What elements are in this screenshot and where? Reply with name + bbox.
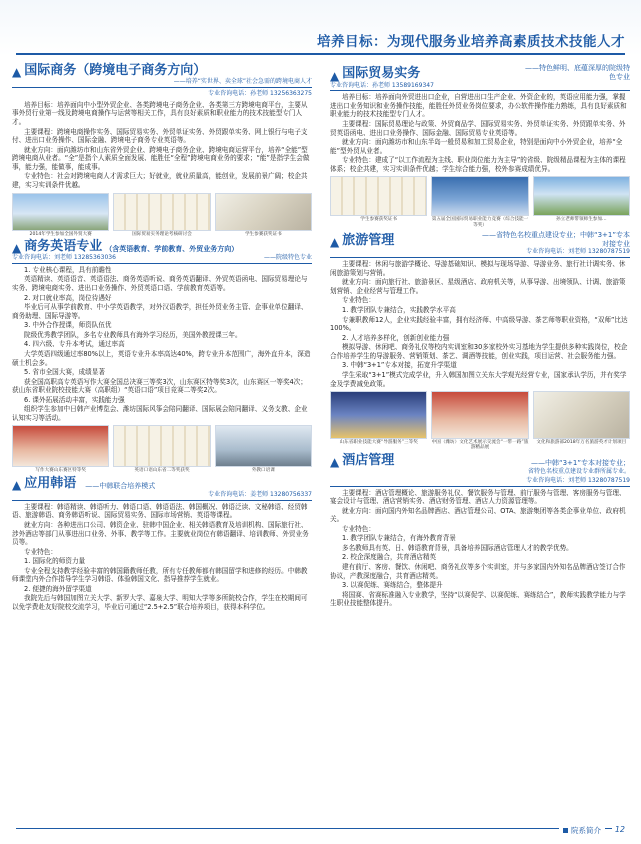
header-rule: [16, 53, 625, 55]
paragraph: 4. 四六级、专升本考试，通过率高: [24, 340, 125, 349]
photo-caption: 英语口语山东省二等奖获奖: [134, 468, 190, 474]
section-name: 商务英语专业: [24, 238, 103, 254]
paragraph: 1. 专业核心课程，具有前瞻性: [24, 265, 112, 274]
paragraph: 就业方向：面向潍坊市和山东半岛一般贸易和加工贸易企业，特别是面向中小外贸企业，培养“全能”型外贸从业者。: [330, 138, 623, 155]
photo-caption: 第五届全国国际贸易职业能力竞赛（综合技能一等奖）: [431, 217, 529, 228]
section-trade: [330, 64, 630, 228]
section-tagline: ——中韩联合培养模式: [85, 481, 156, 490]
paragraph: 主要课程：国际贸易理论与政策、外贸商品学、国际贸易实务、外贸单证实务、外贸跟单实务、外贸英语函电、进出口业务操作、国际金融、国际贸易专业英语等。: [330, 119, 626, 137]
paragraph: 3. 中韩“3+1”专本对接，拓宽升学渠道: [342, 361, 457, 370]
photo-image: [533, 391, 630, 439]
paragraph: 获全国高职高专英语写作大赛全国总决赛三等奖3次，山东赛区特等奖3次，山东赛区一等奖4次；获山东省职业院校技能大赛（高职组）“英语口语”项目竞赛二等奖2次。: [12, 377, 307, 395]
photo: [431, 391, 528, 451]
section-tagline: ——中韩“3+1”专本对接专业；: [530, 459, 630, 468]
photo-caption: 2014年学生参加全国外贸大赛: [29, 231, 92, 237]
contact-phone: 专业咨询电话：刘老师 13280787519: [330, 248, 630, 258]
section-title: [12, 64, 312, 78]
photo-caption: 文化和旅游部2018年万名旅游英才计划项目: [536, 440, 627, 446]
paragraph: 建有前厅、客房、餐饮、休闲吧、商务礼仪等多个实训室，并与多家国内外知名品牌酒店签订合作协议，产教深度融合，共育酒店精英。: [330, 563, 626, 580]
section-hotel: [330, 454, 630, 608]
paragraph: 6. 课外拓展活动丰富，实践能力强: [24, 395, 125, 404]
right-column: [330, 62, 630, 814]
section-tagline: ——省特色名校重点建设专业；中韩“3+1”专本对接专业: [481, 230, 630, 248]
triangle-icon: ▲: [12, 241, 22, 256]
paragraph: 就业方向：面向国内外知名品牌酒店、酒店管理公司、OTA、旅游集团等各类企事业单位、政府机关。: [330, 506, 626, 524]
paragraph: 1. 国际化的师资力量: [24, 557, 86, 566]
paragraph: 毕业后可从事学前教育、中小学英语教学，对外汉语教学，担任外贸业务主管、企事业单位翻译、商务助理、国际导游等。: [12, 303, 308, 320]
photo-caption: 中国（潍坊）文化艺术展示交流会“一带一路”旅游精品展: [431, 440, 529, 451]
contact-row: [12, 254, 312, 264]
section-business-english: [12, 240, 312, 474]
header-banner: [0, 0, 641, 56]
section-name: 国际贸易实务: [342, 66, 421, 82]
triangle-icon: ▲: [330, 454, 340, 469]
paragraph: 就业方向：面向潍坊市和山东省外贸企业、跨境电子商务企业、跨境电商运营平台，培养“全能”型跨境电商从业者。“全”是指个人素质全面发展、能胜任“全程”跨境电商业务的要求；“能”是指学生会做事，能力强，能做事，能成事。: [12, 145, 310, 171]
section-title: [330, 454, 630, 468]
photo: [330, 176, 427, 228]
contact-phone: 专业咨询电话：孙老师 13256363275: [208, 90, 312, 98]
footer-rule: [16, 828, 625, 829]
paragraph: 2. 校企深度融合，共育酒店精英: [342, 553, 437, 562]
photo: [12, 425, 109, 473]
paragraph: 专业特色：: [342, 296, 375, 305]
paragraph: 2. 便捷的海外留学渠道: [24, 584, 92, 593]
photo: [113, 193, 210, 237]
paragraph: 专兼职教师12人，企业实践经验丰富，拥有经济师、中高级导游、茶艺师等职业资格，“双师”比达100%。: [330, 315, 628, 333]
photo-image: [215, 425, 312, 467]
paragraph: 3. 中外合作授课，师资队伍优: [24, 321, 112, 330]
photo-row: [12, 193, 312, 237]
section-tagline: ——院级特色专业: [263, 254, 312, 262]
photo: [215, 193, 312, 237]
square-icon: [563, 828, 568, 833]
paragraph: 主要课程：酒店管理概论、旅游服务礼仪、餐饮服务与管理、前厅服务与管理、客房服务与管理、宴会设计与管理、酒店营销实务、酒店财务管理、酒店人力资源管理等。: [330, 488, 626, 506]
photo-caption: 国际贸易实务理论考核研讨会: [132, 231, 192, 237]
section-tourism: [330, 231, 630, 451]
section-name: 应用韩语: [24, 475, 77, 491]
photo-image: [12, 425, 109, 467]
triangle-icon: ▲: [330, 235, 340, 250]
triangle-icon: ▲: [330, 68, 340, 83]
paragraph: 我院先后与韩国加图立关大学、新罗大学、嘉泉大学、明知大学等多所院校合作，学生在校期间可以免学费赴友好院校交流学习，毕业后可通过“2.5+2.5”联合培养项目，获得本科学位。: [12, 594, 308, 612]
paragraph: 组织学生参加中日韩产业博览会、潍坊国际风筝会陪同翻译、国际展会陪同翻译、义务支教、企业认知实习等活动。: [12, 405, 308, 422]
contact-phone: 专业咨询电话：刘老师 13285363036: [12, 254, 116, 262]
contact-phone: 专业咨询电话：姜老师 13280756337: [12, 491, 312, 501]
page-title: 培养目标：为现代服务业培养高素质技术技能人才: [317, 34, 625, 50]
paragraph: 主要课程：跨境电商操作实务、国际贸易实务、外贸单证实务、外贸跟单实务、网上银行与电子支付、进出口业务操作、国际金融、跨境电子商务专业英语等。: [12, 127, 308, 145]
left-column: [12, 62, 312, 814]
paragraph: 多名教师具有英、日、韩语教育背景，具备培养国际酒店管理人才的教学优势。: [342, 543, 573, 552]
section-subtitle: （含英语教育、学前教育、外贸业务方向）: [105, 245, 239, 253]
photo-image: [431, 176, 528, 216]
photo-image: [12, 193, 109, 231]
photo-caption: 学生参赛获奖证书: [244, 231, 282, 237]
photo-row: [12, 425, 312, 473]
triangle-icon: ▲: [12, 478, 22, 493]
paragraph: 主要课程：休闲与旅游学概论、导游基础知识、模拟与现场导游、导游业务、旅行社计调实务、休闲旅游策划与营销。: [330, 260, 626, 277]
section-name: 国际商务（跨境电子商务方向）: [24, 63, 207, 78]
footer-label-text: 院系简介: [571, 826, 601, 835]
paragraph: 专业特色：: [342, 524, 375, 533]
section-name: 酒店管理: [342, 452, 395, 468]
paragraph: 将国赛、省赛标准融入专业教学，坚持“以赛促学、以赛促练、赛练结合”，教师实践教学能力与学生职业技能整体提升。: [330, 590, 626, 608]
photo: [113, 425, 210, 473]
photo: [12, 193, 109, 237]
photo: [533, 391, 630, 451]
photo-row: [330, 391, 630, 451]
paragraph: 2. 人才培养多样化，创新创业能力强: [342, 333, 450, 342]
photo-image: [330, 176, 427, 216]
section-title: [330, 231, 630, 249]
photo-caption: 山东省职业技能大赛“导游服务”三等奖: [339, 440, 418, 446]
photo-image: [113, 193, 210, 231]
paragraph: 模拟导游、休闲吧、商务礼仪等校内实训室和30多家校外实习基地为学生提供多种实践岗位，校企合作培养学生的导游服务、营销策划、茶艺、调酒等技能，创业实践，项目运营、社会服务能力强。: [330, 343, 628, 360]
paragraph: 专业特色：社会对跨境电商人才需求巨大；好就业，就业质量高，能创业，发展前景广阔；校企共建，实习实训条件优越。: [12, 172, 308, 189]
paragraph: 3. 以赛促练、赛练结合，整体提升: [342, 581, 443, 590]
paragraph: 1. 教学团队专兼结合，实践教学水平高: [342, 306, 456, 315]
paragraph: 1. 教学团队专兼结合，有海外教育背景: [342, 534, 456, 543]
paragraph: 专业特色：: [24, 547, 57, 556]
section-title: [330, 64, 630, 82]
section-korean: [12, 477, 312, 612]
photo-image: [113, 425, 210, 467]
page-number: 12: [612, 825, 625, 835]
photo-image: [215, 193, 312, 231]
photo-image: [330, 391, 427, 439]
section-title: [12, 240, 312, 254]
paragraph: 专业特色：建成了“以工作流程为主线、职业岗位能力为主导”的省级、院级精品课程为主体的课程体系；校企共建，实习实训条件优越；学生综合能力强，校外参赛成绩优异。: [330, 156, 626, 173]
section-name: 旅游管理: [342, 233, 395, 249]
paragraph: 英语精读、英语语音、英语语法、商务英语听说、商务英语翻译、外贸英语函电、国际贸易理论与实务、跨境电商实务、进出口业务操作、外贸英语口语、学前教育英语等。: [12, 275, 308, 293]
photo-row: [330, 176, 630, 228]
triangle-icon: ▲: [12, 65, 22, 80]
photo: [533, 176, 630, 228]
footer-label: [559, 826, 605, 836]
section-title: [12, 477, 312, 491]
photo-caption: 写作大赛山东赛区特等奖: [35, 468, 86, 474]
paragraph: 院级优秀教学团队，多名专业教师具有海外学习经历，美国外教授课三年。: [24, 330, 242, 339]
photo-caption: 外教口语课: [251, 468, 275, 474]
paragraph: 培养目标：培养面向外贸进出口企业，自营进出口生产企业、外资企业的，英语应用能力强，掌握进出口业务知识和业务操作技能，能胜任外贸业务岗位要求，办公软件操作能力熟练，具有良好素质和职业能力的技术技能型专门人才。: [330, 93, 627, 119]
paragraph: 5. 省市全国大赛，成绩显著: [24, 368, 105, 377]
photo-image: [533, 176, 630, 216]
section-cross-border: [12, 64, 312, 237]
paragraph: 专业全程支持教学经验丰富的韩国籍教师任教，所有专任教师都有韩国留学和进修的经历。中韩教师课堂内外合作指导学生学习韩语、体验韩国文化、指导推荐学生就业。: [12, 566, 308, 584]
page-footer: [0, 822, 641, 842]
paragraph: 学生采取“3+1”模式完成学业，升入韩国加图立关东大学观光经营专业，国家承认学历，并有奖学金及学费减免政策。: [330, 370, 627, 388]
photo-image: [431, 391, 528, 439]
paragraph: 就业方向：面向旅行社、旅游景区、星级酒店、政府机关等，从事导游、出境领队、计调、旅游策划营销、企业经营与管理工作。: [330, 278, 626, 295]
section-tagline: ——特色鲜明、底蕴深厚的院级特色专业: [525, 64, 630, 81]
paragraph: 就业方向：各种进出口公司、韩资企业、驻韩中国企业、相关韩语教育及培训机构、国际旅行社、涉外酒店等部门从事进出口业务、外事、教学等工作。主要就业岗位有韩语翻译、培训教师、外贸业务员等。: [12, 520, 309, 547]
contact-phone: 专业咨询电话：孙老师 13589169347: [330, 82, 630, 92]
paragraph: 培养目标：培养面向中小型外贸企业、各类跨境电子商务企业、各类第三方跨境电商平台，主要从事外贸行业第一线及跨境电商操作与运营等相关工作，具有良好素质和职业能力的技术技能型专门人才。: [12, 100, 308, 127]
photo: [330, 391, 427, 451]
paragraph: 2. 对口就业率高，岗位待遇好: [24, 293, 112, 302]
paragraph: 大学英语四级通过率80%以上，英语专业升本率高达40%，跨专业升本范围广，海外直升本，深造硕士机会多。: [12, 349, 311, 367]
section-tagline-2: 省特色名校重点建设专业群所属专业。: [527, 467, 630, 475]
photo-caption: 学生参赛获奖证书: [360, 217, 398, 223]
photo: [431, 176, 528, 228]
paragraph: 主要课程：韩语精读、韩语听力、韩语口语、韩语语法、韩国概况、韩语泛读、文秘韩语、经贸韩语、旅游韩语、商务韩语听说、国际贸易实务、国际市场营销、英语等课程。: [12, 502, 308, 520]
photo-caption: 孙立老师带领师生参加…: [556, 217, 607, 223]
photo: [215, 425, 312, 473]
contact-phone: 专业咨询电话：刘老师 13280787519: [330, 477, 630, 487]
section-tagline: ——培养“实世界、卖全球”社会急需的跨境电商人才: [12, 78, 312, 88]
